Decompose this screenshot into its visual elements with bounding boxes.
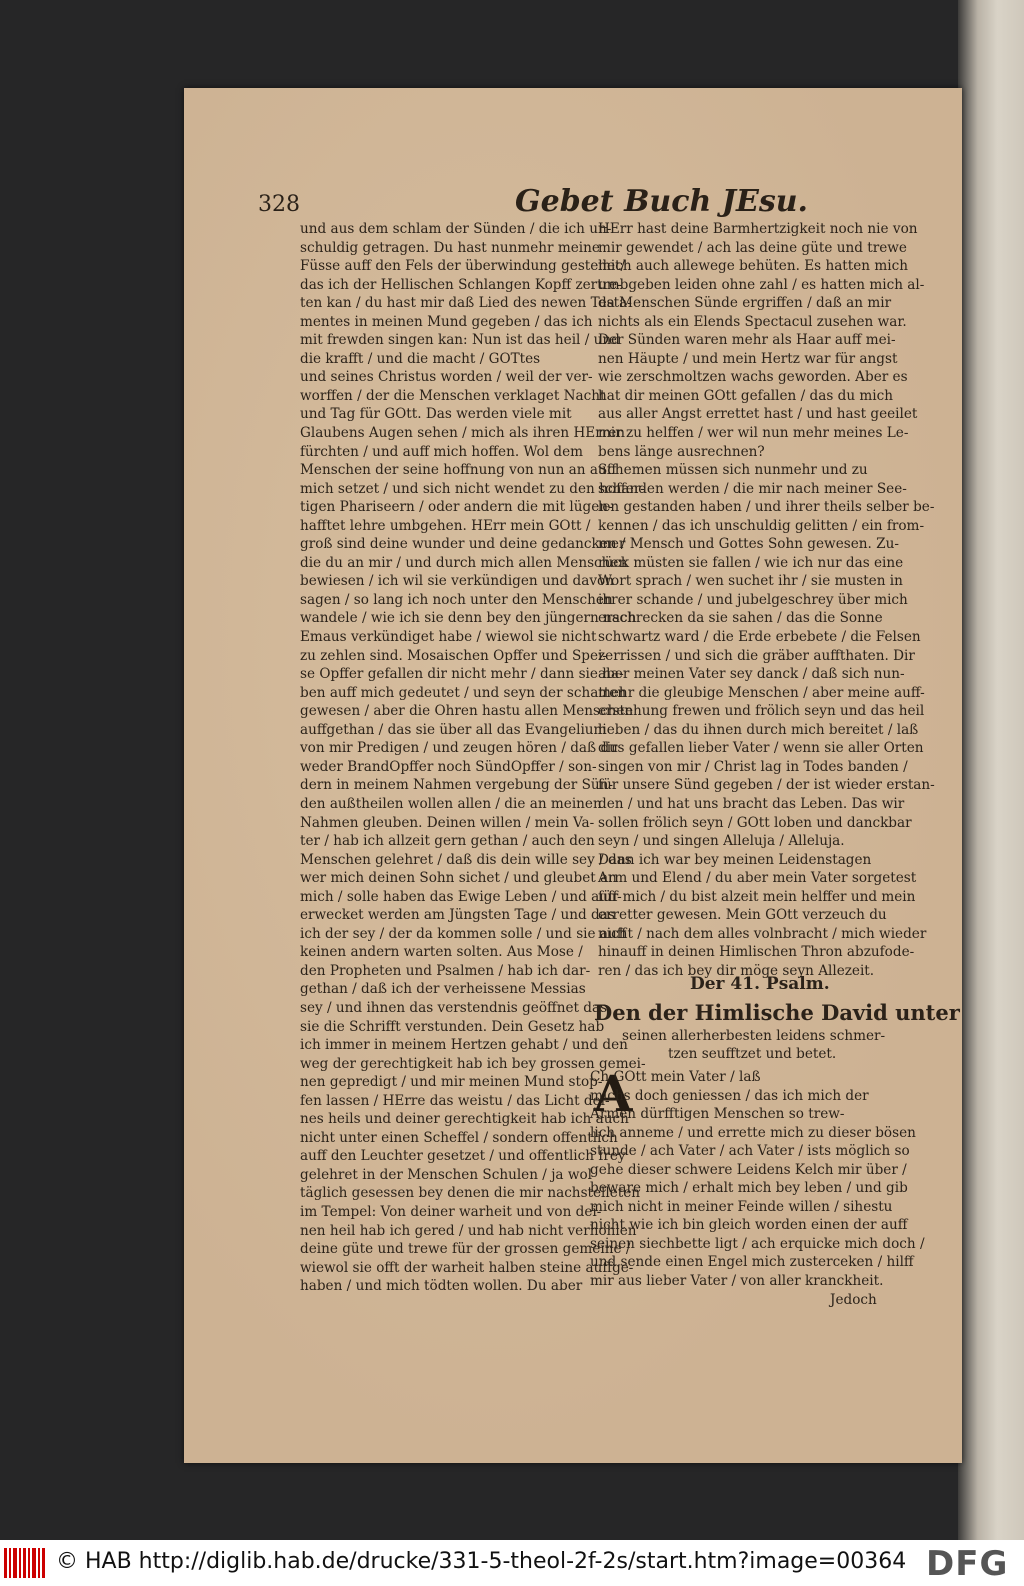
text-line: Menschen gelehret / daß dis dein wille sey / das — [300, 851, 632, 868]
text-line: nichts als ein Elends Spectacul zusehen war. — [598, 313, 907, 330]
text-line: sey / und ihnen das verstendnis geöffnet das — [300, 999, 608, 1016]
text-line: sie die Schrifft verstunden. Dein Gesetz hab — [300, 1018, 605, 1035]
text-line: auffgethan / das sie über all das Evangelium — [300, 721, 607, 738]
text-line: nen gepredigt / und mir meinen Mund stop- — [300, 1074, 603, 1091]
text-line: wie zerschmoltzen wachs geworden. Aber es — [598, 369, 908, 386]
left-text-column — [300, 220, 646, 1296]
text-line: mir gewendet / ach las deine güte und trewe — [598, 239, 907, 256]
source-link[interactable]: © HAB http://diglib.hab.de/drucke/331-5-theol-2f-2s/start.htm?image=00364 — [56, 1549, 907, 1574]
text-line: ter / hab ich allzeit gern gethan / auch den — [300, 833, 595, 850]
text-line: gethan / daß ich der verheissene Messias — [300, 981, 586, 998]
text-line: lich anneme / und errette mich zu dieser bösen — [590, 1124, 916, 1141]
text-line: schuldig getragen. Du hast nunmehr meine — [300, 239, 600, 256]
text-line: erschrecken da sie sahen / das die Sonne — [598, 610, 883, 627]
text-line: und sende einen Engel mich zusterceken / hilff — [590, 1254, 914, 1271]
text-line: für unsere Sünd gegeben / der ist wieder erstan- — [598, 777, 935, 794]
text-line: den Propheten und Psalmen / hab ich dar- — [300, 962, 591, 979]
text-line: zerrissen / und sich die gräber auffthaten. Dir — [598, 647, 915, 664]
text-line: hat dir meinen GOtt gefallen / das du mich — [598, 387, 894, 404]
decorated-initial: A — [593, 1064, 633, 1123]
text-line: mir aus lieber Vater / von aller kranckheit. — [590, 1273, 884, 1290]
text-line: und Tag für GOtt. Das werden viele mit — [300, 406, 572, 423]
text-line: Glaubens Augen sehen / mich als ihren HErren — [300, 425, 626, 442]
text-line: Armen dürfftigen Menschen so trew- — [590, 1106, 845, 1123]
text-line: mich / solle haben das Ewige Leben / und auff- — [300, 888, 622, 905]
psalm-text-column — [590, 1064, 925, 1291]
dfg-logo: DFG — [926, 1544, 1009, 1584]
psalm-heading: Der 41. Psalm. — [690, 974, 830, 994]
text-line: se Opffer gefallen dir nicht mehr / dann sie ha- — [300, 666, 624, 683]
text-line: Nahmen gleuben. Deinen willen / mein Va- — [300, 814, 595, 831]
text-line: von mir Predigen / und zeugen hören / daß du — [300, 740, 618, 757]
text-line: schanden werden / die mir nach meiner See- — [598, 480, 907, 497]
text-line: ten kan / du hast mir daß Lied des newen Testa- — [300, 295, 632, 312]
text-line: seyn / und singen Alleluja / Alleluja. — [598, 833, 845, 850]
text-line: HErr hast deine Barmhertzigkeit noch nie von — [598, 221, 918, 237]
text-line: seinen siechbette ligt / ach erquicke mich doch / — [590, 1235, 925, 1252]
text-line: auff den Leuchter gesetzet / und offentlich frey — [300, 1148, 626, 1165]
text-line: wiewol sie offt der warheit halben steine auffge- — [300, 1259, 634, 1276]
psalm-subtitle-line-1: seinen allerherbesten leidens schmer- — [622, 1028, 886, 1044]
text-line: zu zehlen sind. Mosaischen Opffer und Spei- — [300, 647, 607, 664]
text-line: gelehret in der Menschen Schulen / ja wol — [300, 1166, 593, 1183]
text-line: mich auch allewege behüten. Es hatten mich — [598, 258, 908, 275]
text-line: stunde / ach Vater / ach Vater / ists möglich so — [590, 1143, 910, 1160]
text-line: mentes in meinen Mund gegeben / das ich — [300, 313, 593, 330]
text-line: bens länge ausrechnen? — [598, 443, 765, 460]
text-line: bewiesen / ich wil sie verkündigen und davon — [300, 573, 614, 590]
text-line: sagen / so lang ich noch unter den Menschen — [300, 591, 613, 608]
text-line: fen lassen / HErre das weistu / das Licht dei- — [300, 1092, 610, 1109]
text-line: schwartz ward / die Erde erbebete / die Felsen — [598, 629, 921, 646]
text-line: hinauff in deinen Himlischen Thron abzufode- — [598, 944, 915, 961]
text-line: nicht unter einen Scheffel / sondern offentlich — [300, 1129, 618, 1146]
psalm-subtitle-line-2: tzen seufftzet und betet. — [668, 1046, 837, 1062]
text-line: worffen / der die Menschen verklaget Nacht — [300, 387, 606, 404]
text-line: gewesen / aber die Ohren hastu allen Menschen — [300, 703, 634, 720]
text-line: Dann ich war bey meinen Leidenstagen — [598, 851, 872, 868]
text-line: im Tempel: Von deiner warheit und von dei- — [300, 1203, 602, 1220]
text-line: erwecket werden am Jüngsten Tage / und das — [300, 907, 615, 924]
catchword: Jedoch — [830, 1292, 877, 1308]
text-line: täglich gesessen bey denen die mir nachstelleten — [300, 1185, 641, 1202]
text-line: ren / das ich bey dir möge seyn Allezeit. — [598, 962, 875, 979]
text-line: den / und hat uns bracht das Leben. Das wir — [598, 795, 905, 812]
text-line: und aus dem schlam der Sünden / die ich un- — [300, 221, 612, 237]
barcode-icon — [4, 1548, 46, 1578]
text-line: nen Häupte / und mein Hertz war für angst — [598, 350, 898, 367]
text-line: hafftet lehre umbgehen. HErr mein GOtt / — [300, 517, 591, 534]
text-line: die du an mir / und durch mich allen Menschen — [300, 554, 628, 571]
text-line: Ch GOtt mein Vater / laß — [590, 1069, 761, 1085]
text-line: wandele / wie ich sie denn bey den jüngern nach — [300, 610, 637, 627]
text-line: Menschen der seine hoffnung von nun an auff — [300, 462, 617, 479]
text-line: Schemen müssen sich nunmehr und zu — [598, 462, 868, 479]
text-line: nicht / nach dem alles volnbracht / mich wieder — [598, 925, 927, 942]
text-line: den außtheilen wollen allen / die an meinen — [300, 795, 602, 812]
text-line: und seines Christus worden / weil der ver- — [300, 369, 593, 386]
text-line: groß sind deine wunder und deine gedancken / — [300, 536, 626, 553]
text-line: keinen andern warten solten. Aus Mose / — [300, 944, 583, 961]
page-number: 328 — [258, 192, 300, 217]
text-line: lieben / das du ihnen durch mich bereitet / laß — [598, 721, 919, 738]
running-title: Gebet Buch JEsu. — [515, 184, 808, 219]
text-line: da Menschen Sünde ergriffen / daß an mir — [598, 295, 892, 312]
text-line: kennen / das ich unschuldig gelitten / ein from- — [598, 517, 925, 534]
text-line: beware mich / erhalt mich bey leben / und gib — [590, 1180, 908, 1197]
text-line: mich nicht in meiner Feinde willen / sihestu — [590, 1198, 893, 1215]
text-line: aber meinen Vater sey danck / daß sich nun- — [598, 666, 905, 683]
text-line: Emaus verkündiget habe / wiewol sie nicht — [300, 629, 597, 646]
text-line: das ich der Hellischen Schlangen Kopff zertre- — [300, 276, 622, 293]
text-line: für mich / du bist alzeit mein helffer und mein — [598, 888, 916, 905]
text-line: len gestanden haben / und ihrer theils selber be- — [598, 499, 935, 516]
text-line: dirs gefallen lieber Vater / wenn sie aller Orten — [598, 740, 924, 757]
text-line: wer mich deinen Sohn sichet / und gleubet an — [300, 870, 617, 887]
right-text-column — [598, 220, 935, 980]
text-line: sollen frölich seyn / GOtt loben und danckbar — [598, 814, 912, 831]
text-line: erretter gewesen. Mein GOtt verzeuch du — [598, 907, 887, 924]
text-line: Arm und Elend / du aber mein Vater sorgetest — [598, 870, 917, 887]
text-line: mer Mensch und Gottes Sohn gewesen. Zu- — [598, 536, 899, 553]
text-line: erstehung frewen und frölich seyn und das heil — [598, 703, 925, 720]
adjacent-page-edge — [958, 0, 1024, 1540]
text-line: nen heil hab ich gered / und hab nicht verhohlen — [300, 1222, 637, 1239]
text-line: ich der sey / der da kommen solle / und sie auff — [300, 925, 627, 942]
text-line: ich immer in meinem Hertzen gehabt / und den — [300, 1037, 628, 1054]
text-line: tigen Phariseern / oder andern die mit lügen- — [300, 499, 613, 516]
text-line: mehr die gleubige Menschen / aber meine auff- — [598, 684, 925, 701]
text-line: rück müsten sie fallen / wie ich nur das eine — [598, 554, 904, 571]
text-line: nes heils und deiner gerechtigkeit hab ich auch — [300, 1111, 629, 1128]
psalm-title: Den der Himlische David unter — [594, 1000, 960, 1025]
text-line: Der Sünden waren mehr als Haar auff mei- — [598, 332, 896, 349]
text-line: michs doch geniessen / das ich mich der — [590, 1087, 869, 1104]
text-line: dern in meinem Nahmen vergebung der Sün- — [300, 777, 613, 794]
text-line: gehe dieser schwere Leidens Kelch mir über / — [590, 1161, 907, 1178]
text-line: Füsse auff den Fels der überwindung gestellet/ — [300, 258, 626, 275]
text-line: mich setzet / und sich nicht wendet zu den hoffer- — [300, 480, 645, 497]
text-line: nicht wie ich bin gleich worden einen der auff — [590, 1217, 908, 1234]
text-line: fürchten / und auff mich hoffen. Wol dem — [300, 443, 584, 460]
text-line: mir zu helffen / wer wil nun mehr meines Le- — [598, 425, 909, 442]
text-line: singen von mir / Christ lag in Todes banden / — [598, 758, 908, 775]
text-line: deine güte und trewe für der grossen gemeine / — [300, 1241, 631, 1258]
text-line: aus aller Angst errettet hast / und hast geeilet — [598, 406, 918, 423]
text-line: ben auff mich gedeutet / und seyn der schatten — [300, 684, 627, 701]
text-line: Wort sprach / wen suchet ihr / sie musten in — [598, 573, 903, 590]
text-line: umbgeben leiden ohne zahl / es hatten mich al- — [598, 276, 925, 293]
text-line: weg der gerechtigkeit hab ich bey grossen gemei- — [300, 1055, 646, 1072]
text-line: mit frewden singen kan: Nun ist das heil / und — [300, 332, 620, 349]
text-line: die krafft / und die macht / GOTtes — [300, 350, 541, 367]
text-line: ihrer schande / und jubelgeschrey über mich — [598, 591, 908, 608]
text-line: haben / und mich tödten wollen. Du aber — [300, 1278, 583, 1295]
text-line: weder BrandOpffer noch SündOpffer / son- — [300, 758, 597, 775]
